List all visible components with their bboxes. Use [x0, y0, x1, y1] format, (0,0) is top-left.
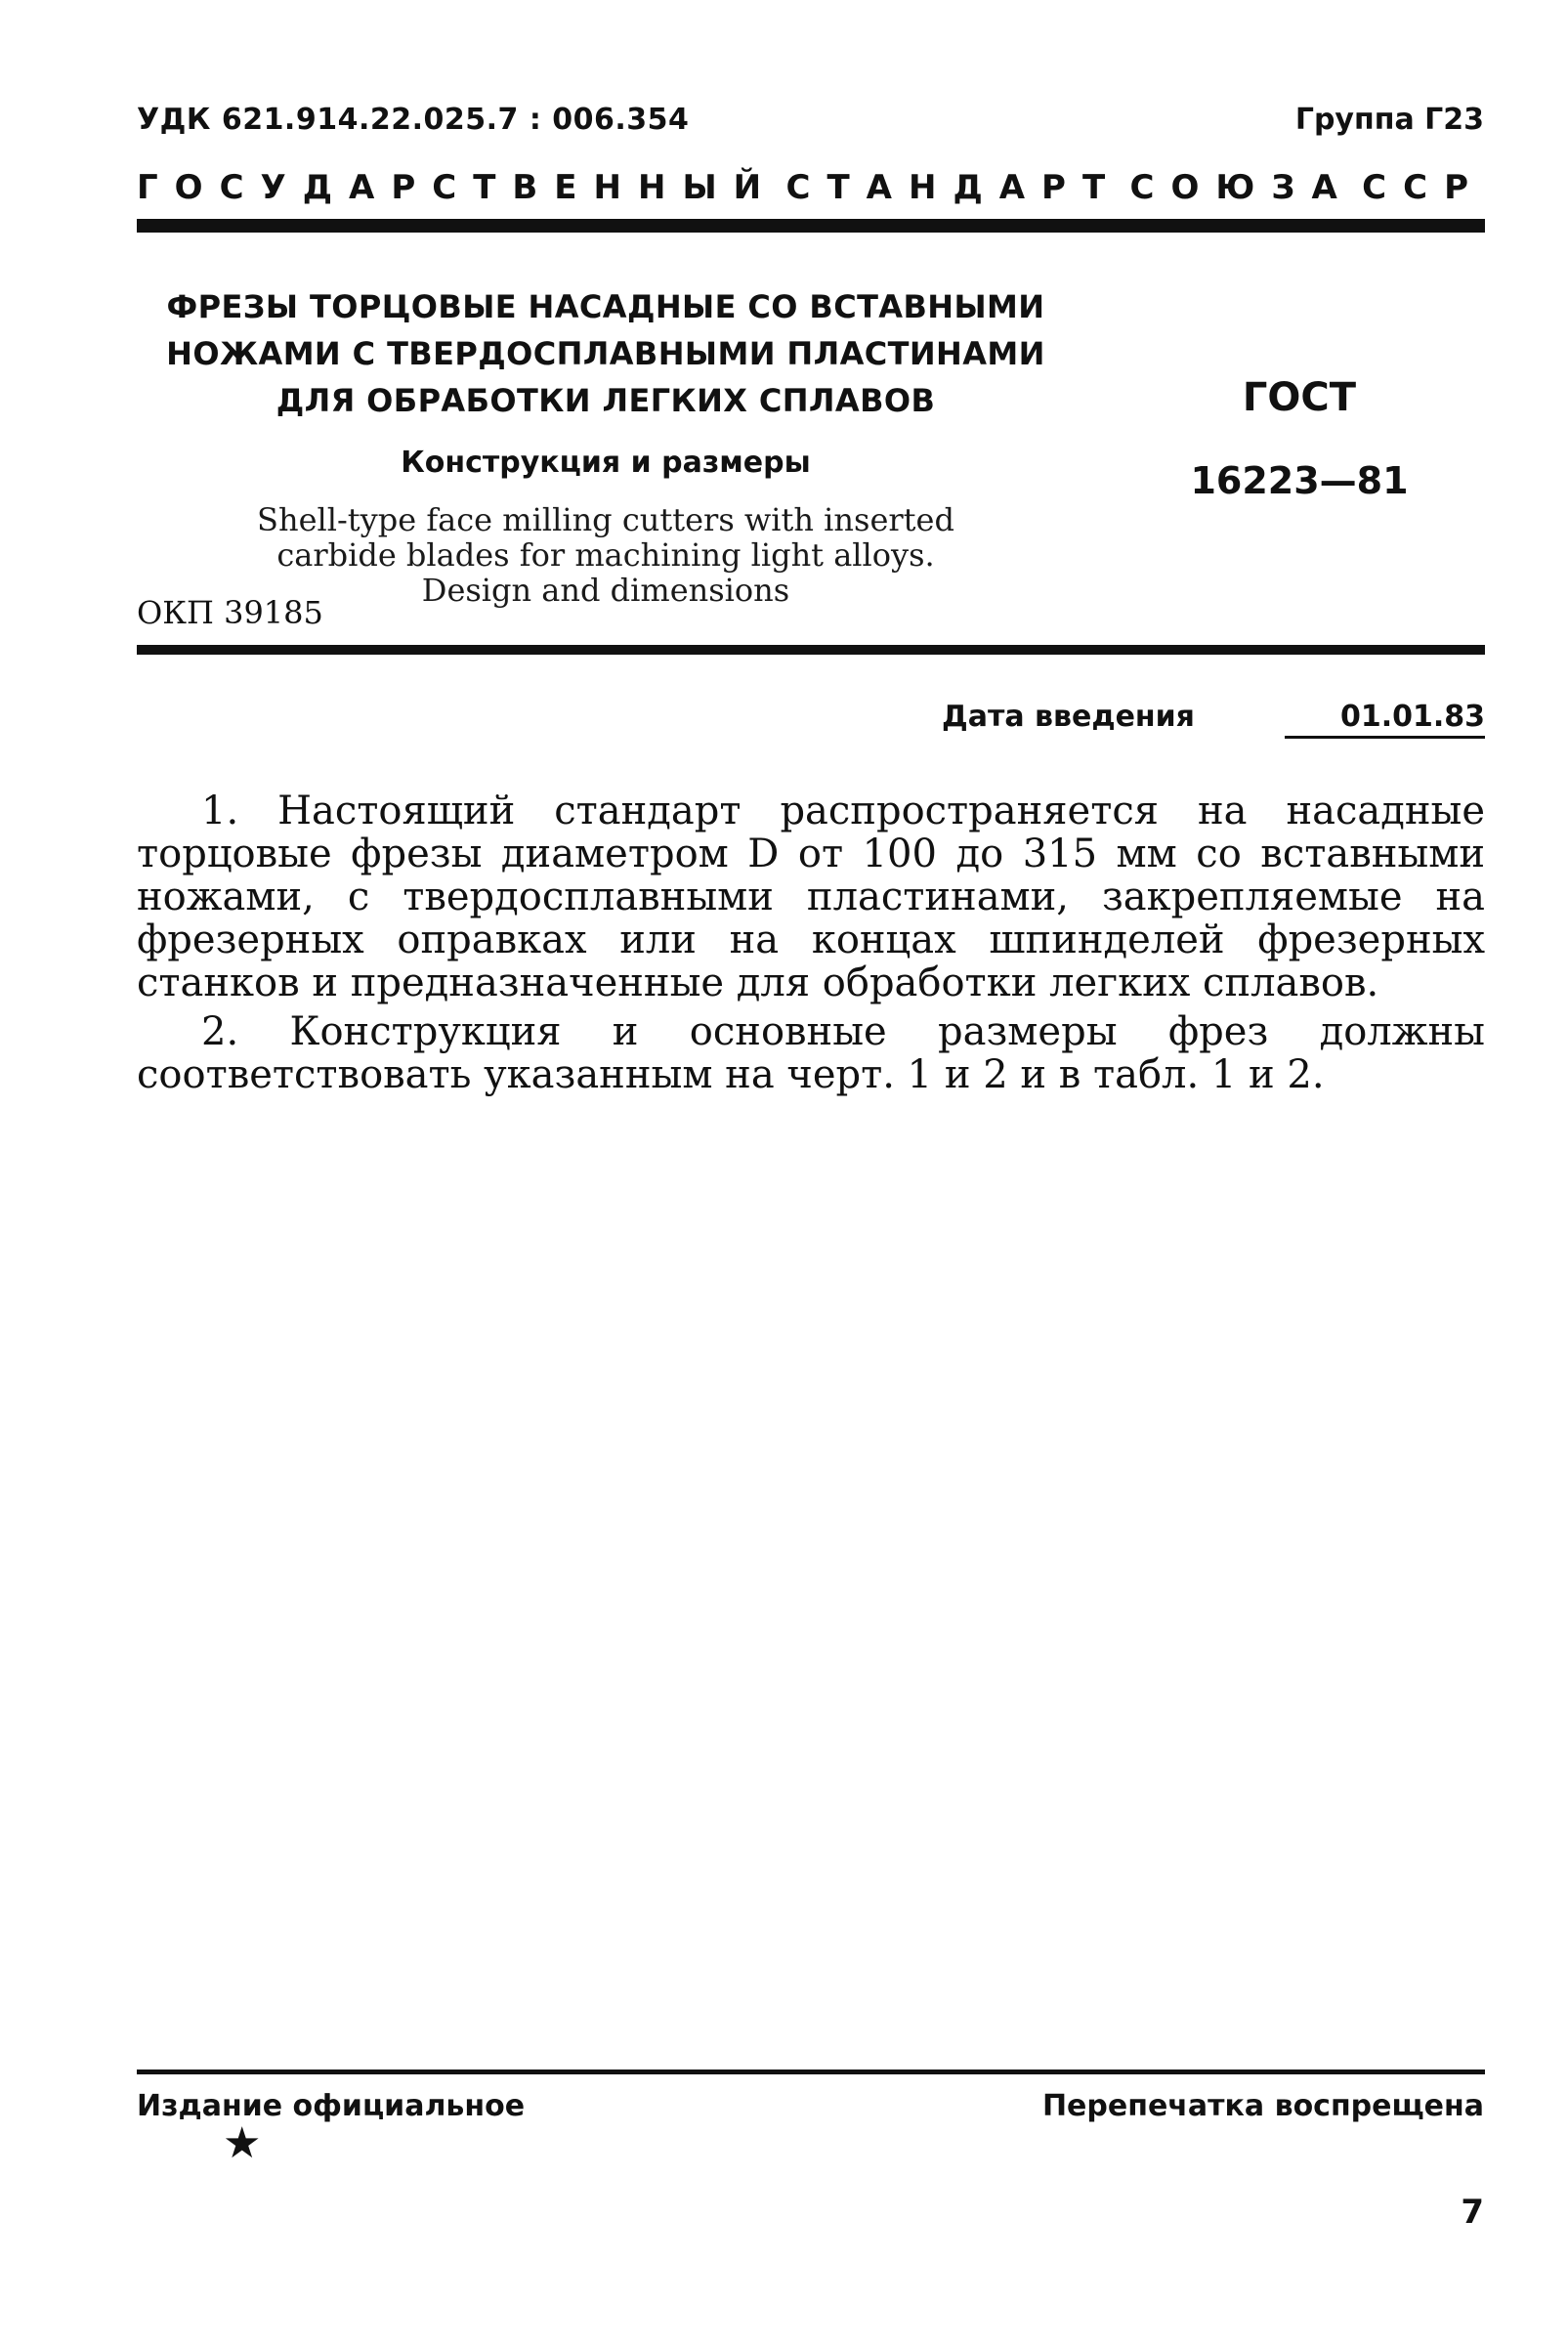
star-icon: ★	[223, 2118, 262, 2168]
heading-word-gosudarstvennyi: ГОСУДАРСТВЕННЫЙ	[137, 168, 779, 207]
footer-rule	[137, 2070, 1485, 2074]
middle-rule	[137, 645, 1485, 655]
gost-number: 16223—81	[1190, 459, 1409, 502]
date-underline	[1285, 736, 1485, 739]
top-rule	[137, 219, 1485, 233]
official-edition-label: Издание официальное	[137, 2089, 526, 2123]
reprint-prohibited-label: Перепечатка воспрещена	[1041, 2089, 1484, 2123]
state-standard-heading	[137, 168, 1485, 207]
english-title-line-3: Design and dimensions	[421, 572, 790, 609]
heading-word-ssr: ССР	[1362, 168, 1485, 207]
paragraph-1: 1. Настоящий стандарт распространяется на насадные торцовые фрезы диаметром D от 100 до 315 мм со вставными ножами, с твердосплавными пластинами, закрепляемые на фрезерных оправках или на концах шпинделей фрезерных станков и предназначенные для обработки легких сплавов.	[137, 789, 1485, 1005]
title-block	[137, 283, 1075, 608]
paragraph-2: 2. Конструкция и основные размеры фрез должны соответствовать указанным на черт. 1 и 2 и в табл. 1 и 2.	[137, 1009, 1485, 1097]
page-number: 7	[1461, 2193, 1484, 2232]
english-title-line-1: Shell-type face milling cutters with inserted	[257, 501, 954, 538]
group-code: Группа Г23	[1294, 103, 1484, 137]
body-text	[137, 789, 1485, 1102]
date-label: Дата введения	[942, 700, 1195, 734]
heading-word-soyuza: СОЮЗА	[1129, 168, 1354, 207]
english-title-line-2: carbide blades for machining light alloys.	[276, 536, 935, 574]
date-value: 01.01.83	[1339, 700, 1485, 734]
title-line-3: ДЛЯ ОБРАБОТКИ ЛЕГКИХ СПЛАВОВ	[275, 382, 936, 419]
okp-code: ОКП 39185	[137, 594, 323, 631]
english-title	[137, 502, 1075, 608]
udk-code: УДК 621.914.22.025.7 : 006.354	[137, 103, 690, 137]
subtitle: Конструкция и размеры	[401, 446, 811, 480]
gost-label: ГОСТ	[1242, 375, 1357, 420]
heading-word-standart: СТАНДАРТ	[785, 168, 1123, 207]
title-line-1: ФРЕЗЫ ТОРЦОВЫЕ НАСАДНЫЕ СО ВСТАВНЫМИ	[166, 288, 1045, 325]
title-line-2: НОЖАМИ С ТВЕРДОСПЛАВНЫМИ ПЛАСТИНАМИ	[166, 335, 1045, 372]
